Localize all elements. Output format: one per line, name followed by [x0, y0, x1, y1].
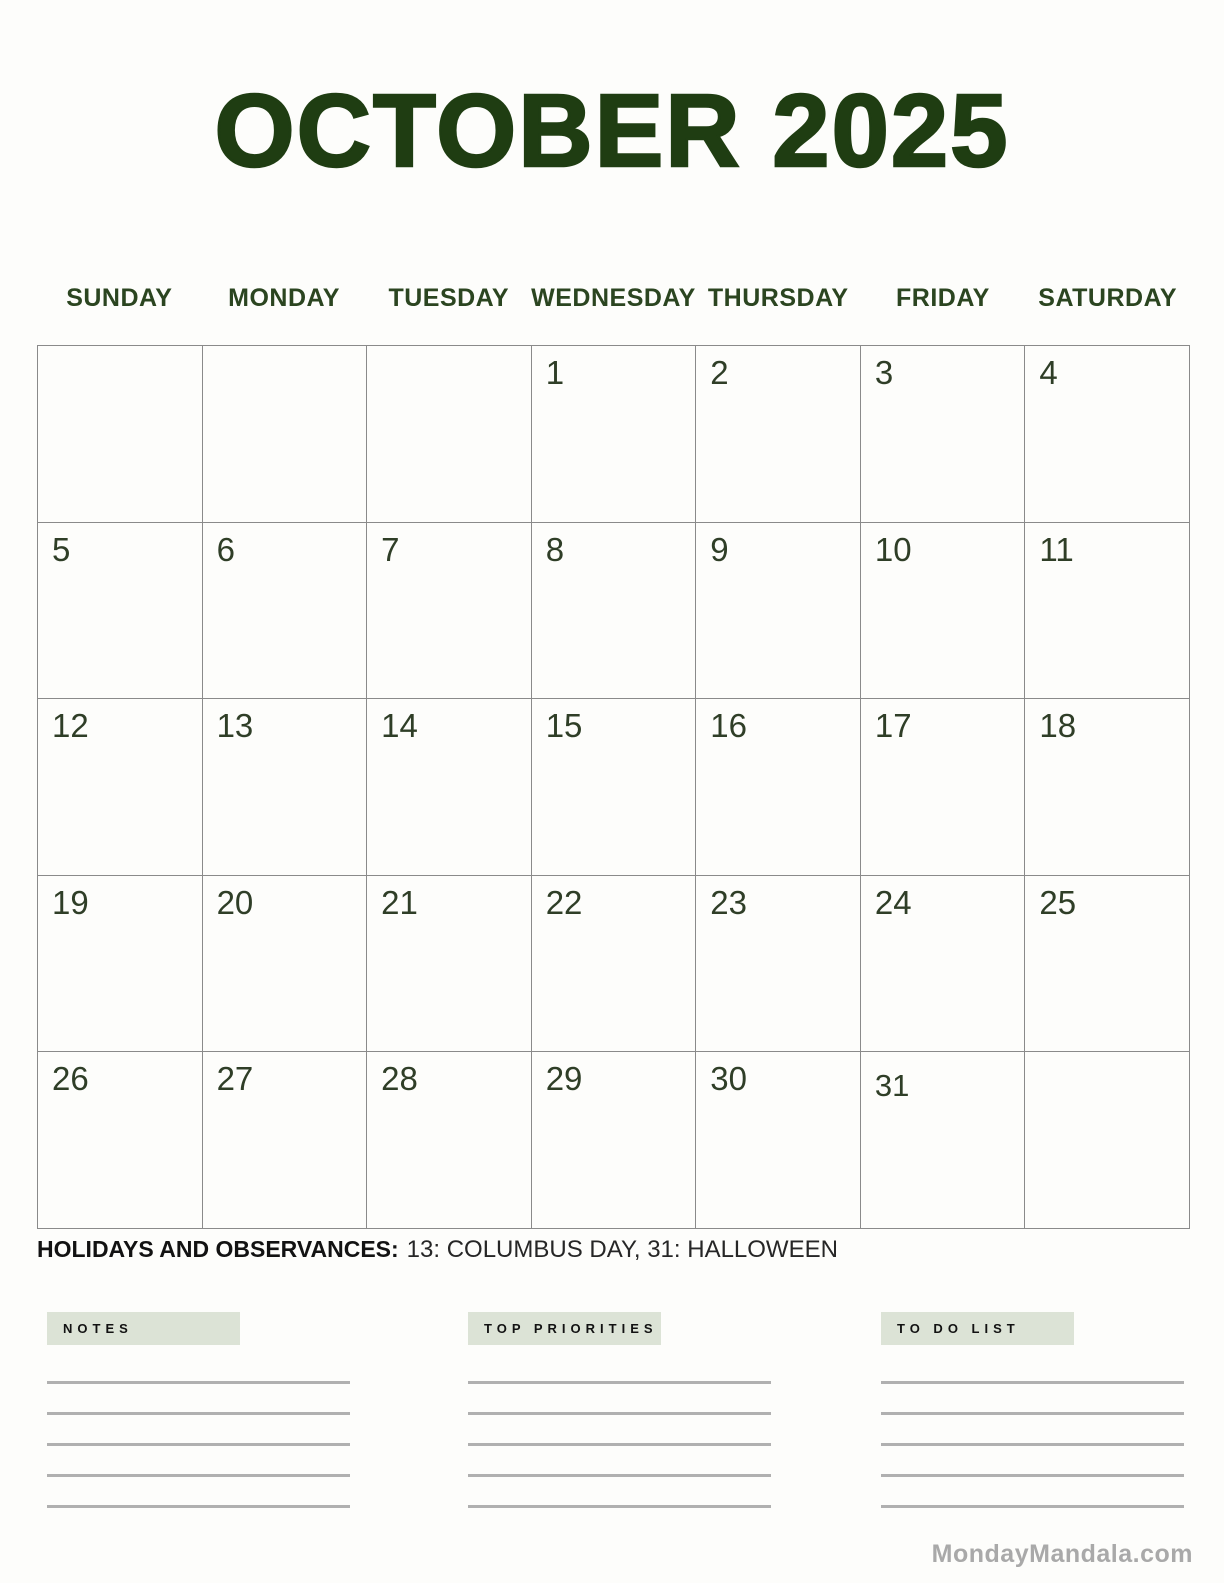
day-number: 9: [710, 530, 729, 568]
ruled-line: [47, 1474, 350, 1477]
calendar-cell: [203, 876, 368, 1053]
day-number: 26: [52, 1060, 89, 1098]
notes-section: [47, 1312, 350, 1536]
calendar-cell: [861, 876, 1026, 1053]
todo-list-label: TO DO LIST: [881, 1312, 1074, 1345]
day-number: 15: [545, 707, 583, 745]
day-number: 29: [545, 1060, 583, 1098]
ruled-line: [47, 1381, 350, 1384]
calendar-cell: [532, 523, 697, 700]
ruled-line: [881, 1443, 1184, 1446]
day-number: 24: [874, 883, 912, 921]
day-number: 30: [710, 1060, 747, 1098]
ruled-line: [468, 1412, 771, 1415]
day-number: 16: [710, 707, 747, 745]
calendar-cell: [696, 699, 861, 876]
day-number: 25: [1039, 883, 1077, 921]
calendar-cell: [696, 876, 861, 1053]
day-number: 7: [381, 530, 400, 568]
day-number: 4: [1039, 354, 1058, 391]
day-number: 22: [545, 883, 583, 921]
calendar-cell: [696, 1052, 861, 1229]
day-number: 27: [216, 1060, 254, 1098]
top-priorities-lines: [468, 1381, 771, 1508]
day-number: 31: [874, 1068, 910, 1104]
weekday-sunday: SUNDAY: [66, 284, 173, 312]
day-number: 10: [874, 530, 912, 568]
calendar-cell: [861, 1052, 1026, 1229]
calendar-cell: [532, 876, 697, 1053]
calendar-cell: [38, 699, 203, 876]
day-number: 5: [52, 530, 71, 568]
day-number: 8: [545, 530, 565, 568]
day-number: 17: [874, 707, 912, 745]
calendar-cell: [1025, 523, 1190, 700]
day-number: 1: [545, 354, 565, 391]
calendar-cell: [696, 523, 861, 700]
calendar-cell: [203, 699, 368, 876]
footer-credit: MondayMandala.com: [931, 1540, 1193, 1568]
ruled-line: [468, 1381, 771, 1384]
calendar-grid: [37, 345, 1190, 1229]
ruled-line: [47, 1443, 350, 1446]
day-number: 28: [381, 1060, 418, 1098]
ruled-line: [47, 1412, 350, 1415]
ruled-line: [881, 1474, 1184, 1477]
day-number: 18: [1039, 707, 1077, 745]
calendar-cell: [861, 699, 1026, 876]
ruled-line: [881, 1412, 1184, 1415]
day-number: 2: [710, 354, 729, 391]
todo-list-section: [881, 1312, 1184, 1536]
calendar-cell: [1025, 876, 1190, 1053]
todo-list-lines: [881, 1381, 1184, 1508]
calendar-cell: [532, 1052, 697, 1229]
day-number: 21: [381, 883, 418, 921]
weekday-monday: MONDAY: [228, 284, 340, 312]
weekday-thursday: THURSDAY: [707, 284, 849, 312]
day-number: 11: [1039, 530, 1074, 568]
day-number: 13: [216, 707, 254, 745]
day-number: 20: [216, 883, 254, 921]
calendar-cell: [38, 523, 203, 700]
day-number: 12: [52, 707, 89, 745]
weekday-header: [37, 283, 1190, 313]
weekday-friday: FRIDAY: [896, 284, 990, 312]
ruled-line: [881, 1505, 1184, 1508]
calendar-cell: [861, 523, 1026, 700]
calendar-cell: [532, 346, 697, 523]
weekday-tuesday: TUESDAY: [388, 284, 510, 312]
holidays-text: 13: COLUMBUS DAY, 31: HALLOWEEN: [406, 1236, 838, 1263]
ruled-line: [468, 1505, 771, 1508]
calendar-cell: [1025, 699, 1190, 876]
notes-lines: [47, 1381, 350, 1508]
weekday-saturday: SATURDAY: [1038, 284, 1178, 312]
calendar-cell: [861, 346, 1026, 523]
month-title: OCTOBER 2025: [214, 73, 1010, 188]
calendar-cell: [367, 523, 532, 700]
day-number: 3: [874, 354, 894, 391]
calendar-cell: [1025, 346, 1190, 523]
calendar-cell: [203, 523, 368, 700]
calendar-cell: [367, 1052, 532, 1229]
ruled-line: [47, 1505, 350, 1508]
holidays-label: HOLIDAYS AND OBSERVANCES:: [37, 1236, 399, 1262]
calendar-cell: [203, 346, 368, 523]
top-priorities-label: TOP PRIORITIES: [468, 1312, 661, 1345]
day-number: 23: [710, 883, 747, 921]
calendar-cell: [38, 346, 203, 523]
day-number: 19: [52, 883, 89, 921]
calendar-cell: [367, 346, 532, 523]
day-number: 14: [381, 707, 418, 745]
day-number: 6: [216, 530, 235, 568]
holidays-line: [37, 1236, 838, 1264]
ruled-line: [468, 1443, 771, 1446]
notes-label: NOTES: [47, 1312, 240, 1345]
calendar-cell: [367, 876, 532, 1053]
calendar-cell: [38, 1052, 203, 1229]
ruled-line: [468, 1474, 771, 1477]
calendar-cell: [532, 699, 697, 876]
top-priorities-section: [468, 1312, 771, 1536]
calendar-cell: [1025, 1052, 1190, 1229]
weekday-wednesday: WEDNESDAY: [531, 284, 696, 312]
calendar-cell: [203, 1052, 368, 1229]
calendar-cell: [696, 346, 861, 523]
ruled-line: [881, 1381, 1184, 1384]
calendar-cell: [367, 699, 532, 876]
calendar-cell: [38, 876, 203, 1053]
